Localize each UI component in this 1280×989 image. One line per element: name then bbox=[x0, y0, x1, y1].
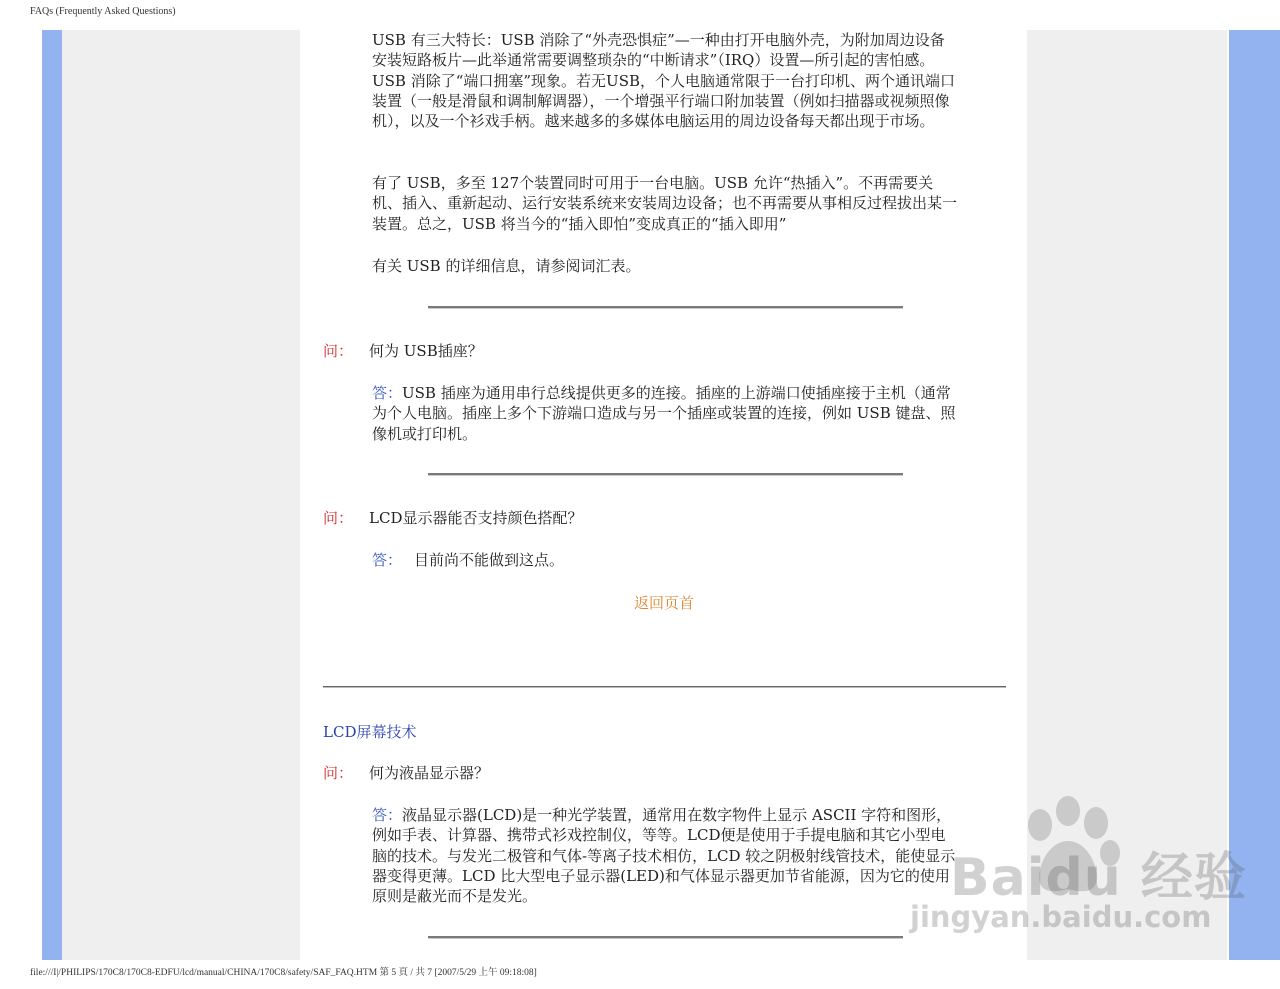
question-text: 何为 USB插座？ bbox=[369, 342, 483, 360]
watermark-url: jingyan.baidu.com bbox=[910, 900, 1212, 934]
answer-usb-hub bbox=[372, 383, 957, 444]
question-usb-hub bbox=[323, 341, 483, 361]
usb-features-paragraph: USB 有三大特长：USB 消除了“外壳恐惧症”—一种由打开电脑外壳，为附加周边设备安装短路板片—此举通常需要调整琐杂的“中断请求”（IRQ）设置—所引起的害怕感。USB 消除了“端口拥塞”现象。若无USB，个人电脑通常限于一台打印机、两个通讯端口装置（一般是滑鼠和调制解调器），一个增强平行端口附加装置（例如扫描器或视频照像机），以及一个衫戏手柄。越来越多的多媒体电脑运用的周边设备每天都出现于市场。 bbox=[372, 31, 955, 131]
question-label: 问： bbox=[323, 342, 354, 360]
answer-color-matching bbox=[372, 550, 957, 570]
question-text: 何为液晶显示器？ bbox=[369, 764, 490, 782]
section-title-lcd-technology: LCD屏幕技术 bbox=[323, 723, 417, 741]
divider bbox=[428, 306, 903, 309]
usb-glossary-text: 有关 USB 的详细信息，请参阅词汇表。 bbox=[372, 257, 641, 275]
question-what-is-lcd bbox=[323, 763, 489, 783]
divider bbox=[428, 473, 903, 476]
answer-text: 目前尚不能做到这点。 bbox=[414, 551, 565, 569]
baidu-watermark bbox=[910, 790, 1247, 940]
answer-what-is-lcd bbox=[372, 805, 957, 906]
usb-glossary-paragraph bbox=[372, 256, 957, 276]
question-text: LCD显示器能否支持颜色搭配？ bbox=[369, 509, 583, 527]
usb-hot-plug-paragraph: 有了 USB，多至 127个装置同时可用于一台电脑。USB 允许“热插入”。不再需要关机、插入、重新起动、运行安装系统来安装周边设备；也不再需要从事相反过程拔出某一装置。总之，USB 将当今的“插入即怕”变成真正的“插入即用” bbox=[372, 174, 958, 233]
question-label: 问： bbox=[323, 509, 354, 527]
left-grey-panel bbox=[62, 30, 300, 960]
back-to-top-link[interactable]: 返回页首 bbox=[634, 594, 695, 612]
page-header-title: FAQs (Frequently Asked Questions) bbox=[30, 6, 176, 17]
watermark-brand: Baidu 经验 bbox=[950, 848, 1247, 908]
section-divider bbox=[323, 686, 1006, 688]
page-footer-path: file:///I|/PHILIPS/170C8/170C8-EDFU/lcd/manual/CHINA/170C8/safety/SAF_FAQ.HTM 第 5 頁 / 共 7 [2007/5/29 上午 09:18:08] bbox=[30, 968, 537, 978]
answer-label: 答： bbox=[372, 551, 403, 569]
right-blue-stripe bbox=[1229, 30, 1280, 960]
answer-label: 答： bbox=[372, 806, 403, 824]
answer-text: USB 插座为通用串行总线提供更多的连接。插座的上游端口使插座接于主机（通常为个人电脑。插座上多个下游端口造成与另一个插座或装置的连接，例如 USB 键盘、照像机或打印机。 bbox=[372, 384, 956, 443]
answer-text: 液晶显示器(LCD)是一种光学装置，通常用在数字物件上显示 ASCII 字符和图形，例如手表、计算器、携带式衫戏控制仪，等等。LCD便是使用于手提电脑和其它小型电脑的技术。与发光二极管和气体-等离子技术相仿，LCD 较之阴极射线管技术，能使显示器变得更薄。LCD 比大型电子显示器(LED)和气体显示器更加节省能源，因为它的使用原则是蔽光而不是发光。 bbox=[372, 806, 956, 906]
question-label: 问： bbox=[323, 764, 354, 782]
answer-label: 答： bbox=[372, 384, 403, 402]
left-blue-stripe bbox=[42, 30, 62, 960]
question-color-matching bbox=[323, 508, 582, 528]
divider bbox=[428, 936, 903, 939]
